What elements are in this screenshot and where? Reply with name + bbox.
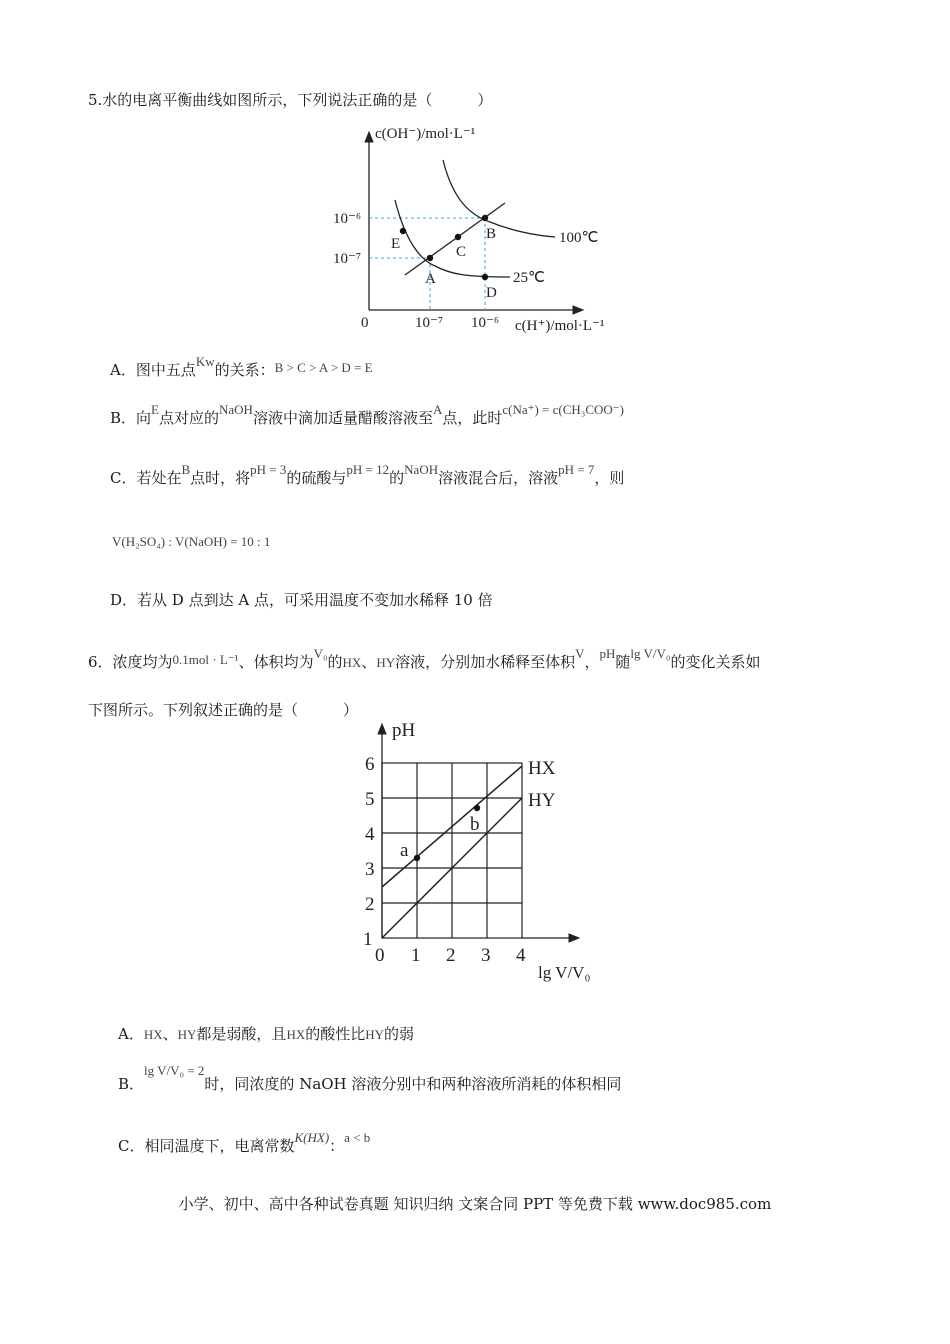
x-tick-1: 1	[411, 945, 421, 966]
page-footer: 小学、初中、高中各种试卷真题 知识归纳 文案合同 PPT 等免费下载 www.doc985.com	[178, 1195, 772, 1213]
q5-option-c-ratio: V(H₂SO₄) : V(NaOH) = 10 : 1	[112, 534, 271, 549]
y-axis-label: c(OH⁻)/mol·L⁻¹	[375, 126, 476, 142]
point-label-a: a	[400, 840, 409, 861]
q5-stem: 5.水的电离平衡曲线如图所示，下列说法正确的是（ ）	[88, 91, 493, 109]
q6-option-a: A．HX、HY都是弱酸，且HX的酸性比HY的弱	[118, 1025, 415, 1043]
y-tick-1e-7: 10⁻⁷	[333, 251, 362, 267]
y-tick-4: 4	[365, 824, 375, 845]
curve-label-25c: 25℃	[513, 270, 545, 286]
point-label-c: C	[456, 244, 467, 260]
q6-option-b: B．lg V/V₀ = 2时，同浓度的 NaOH 溶液分别中和两种溶液所消耗的体积相同	[118, 1063, 622, 1093]
x-tick-2: 2	[446, 945, 456, 966]
y-axis-label: pH	[392, 720, 416, 741]
x-tick-3: 3	[481, 945, 491, 966]
q5-option-b: B．向E点对应的NaOH溶液中滴加适量醋酸溶液至A点，此时c(Na⁺) = c(CH₃COO⁻)	[110, 402, 624, 427]
curve-label-100c: 100℃	[559, 230, 599, 246]
y-tick-6: 6	[365, 754, 375, 775]
x-tick-0: 0	[375, 945, 385, 966]
point-a-dot	[414, 855, 420, 861]
point-label-b: b	[470, 814, 480, 835]
x-tick-4: 4	[516, 945, 526, 966]
y-tick-5: 5	[365, 789, 375, 810]
q5-option-a: A．图中五点Kw的关系：B > C > A > D = E	[110, 354, 373, 379]
point-label-e: E	[391, 236, 401, 252]
point-b-dot	[474, 805, 480, 811]
q6-option-c: C．相同温度下，电离常数K(HX)：a < b	[118, 1130, 371, 1155]
series-label-hy: HY	[528, 790, 556, 811]
x-tick-1e-7: 10⁻⁷	[415, 315, 444, 331]
x-tick-1e-6: 10⁻⁶	[471, 315, 500, 331]
y-tick-1: 1	[363, 929, 373, 950]
series-label-hx: HX	[528, 758, 556, 779]
point-label-b: B	[486, 226, 497, 242]
point-label-a: A	[425, 271, 436, 287]
q5-figure	[325, 120, 625, 335]
q6-stem-line1: 6．浓度均为0.1mol · L⁻¹、体积均为V₀的HX、HY溶液，分别加水稀释至体积V，pH随lg V/V₀的变化关系如	[88, 646, 761, 671]
q6-figure	[360, 718, 600, 998]
y-tick-1e-6: 10⁻⁶	[333, 211, 362, 227]
point-label-d: D	[486, 285, 497, 301]
y-tick-2: 2	[365, 894, 375, 915]
q5-option-c: C．若处在B点时，将pH = 3的硫酸与pH = 12的NaOH溶液混合后，溶液pH = 7，则	[110, 462, 625, 487]
q5-option-d: D．若从 D 点到达 A 点，可采用温度不变加水稀释 10 倍	[110, 591, 493, 609]
y-tick-3: 3	[365, 859, 375, 880]
x-axis-label: lg V/V₀	[538, 963, 591, 982]
q6-stem-line2: 下图所示。下列叙述正确的是（ ）	[88, 701, 359, 719]
origin-label: 0	[361, 315, 369, 331]
x-axis-label: c(H⁺)/mol·L⁻¹	[515, 318, 605, 334]
curve-100c	[443, 160, 555, 237]
